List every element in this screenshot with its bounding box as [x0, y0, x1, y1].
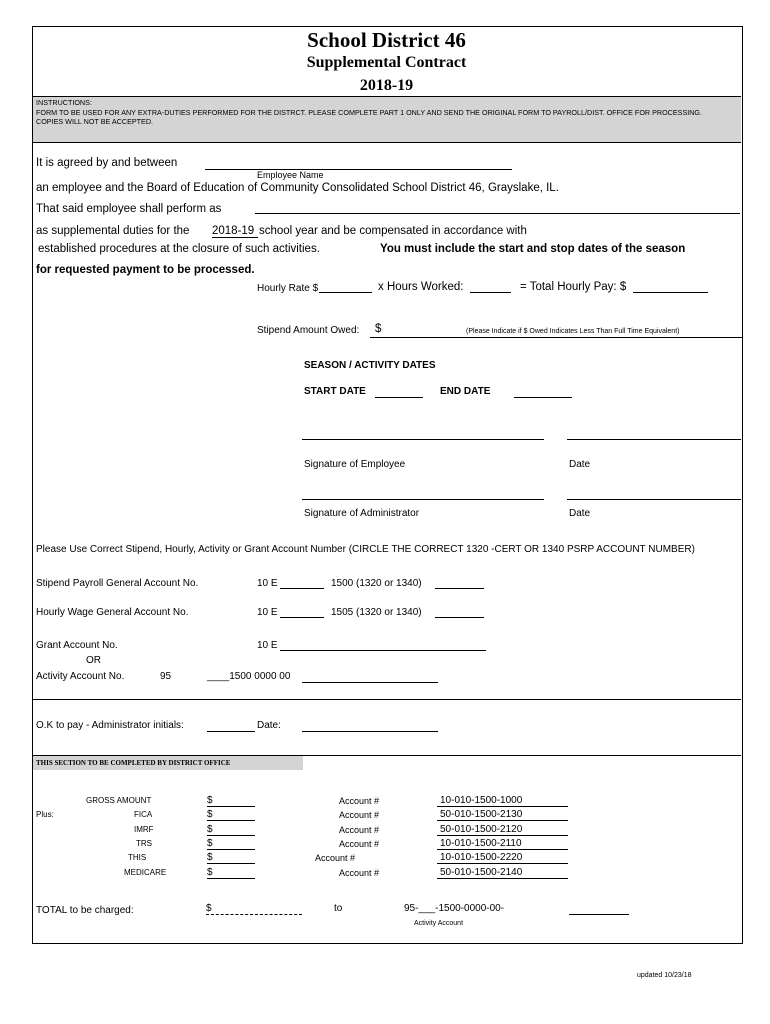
district-row-amount-field[interactable]: [207, 820, 255, 821]
stipend-account-field-2[interactable]: [435, 588, 484, 589]
district-row-account-line: [437, 820, 568, 821]
grant-account-label: Grant Account No.: [36, 640, 118, 651]
activity-account-field[interactable]: [302, 682, 438, 683]
total-amount-field[interactable]: [206, 914, 302, 915]
district-row-label: THIS: [128, 853, 147, 863]
total-dollar: $: [206, 903, 212, 914]
start-date-field[interactable]: [375, 397, 423, 398]
agreed-text: It is agreed by and between: [36, 157, 178, 169]
or-text: OR: [86, 655, 101, 666]
established-text: established procedures at the closure of such activities.: [38, 243, 320, 255]
stipend-field[interactable]: [370, 337, 742, 338]
hours-worked-label: x Hours Worked:: [378, 281, 464, 293]
end-date-field[interactable]: [514, 397, 572, 398]
employee-signature-field[interactable]: [302, 439, 544, 440]
district-row-amount-field[interactable]: [207, 806, 255, 807]
district-row-account-label: Account #: [339, 824, 380, 835]
stipend-account-label: Stipend Payroll General Account No.: [36, 578, 199, 589]
district-row-amount-field[interactable]: [207, 878, 255, 879]
total-hourly-label: = Total Hourly Pay: $: [520, 281, 627, 293]
instructions-label: INSTRUCTIONS:: [36, 98, 92, 107]
total-account-field[interactable]: [569, 914, 629, 915]
district-row-amount-field[interactable]: [207, 863, 255, 864]
account-note: Please Use Correct Stipend, Hourly, Activity or Grant Account Number (CIRCLE THE CORRECT 1320 -CERT OR 1340 PSRP ACCOUNT NUMBER): [36, 544, 695, 555]
ok-date-label: Date:: [257, 720, 281, 731]
school-year-text: school year and be compensated in accordance with: [259, 225, 527, 237]
form-year: 2018-19: [359, 77, 414, 94]
district-row-label: IMRF: [134, 824, 154, 834]
district-row-account: 10-010-1500-2220: [440, 852, 523, 864]
total-account: 95-___-1500-0000-00-: [404, 903, 505, 914]
form-subtitle: Supplemental Contract: [306, 54, 467, 71]
stipend-account-code: 1500 (1320 or 1340): [331, 578, 422, 589]
hourly-account-field-1[interactable]: [280, 617, 324, 618]
total-hourly-field[interactable]: [633, 292, 708, 293]
district-row-account-line: [437, 863, 568, 864]
stipend-note: (Please Indicate if $ Owed Indicates Less Than Full Time Equivalent): [466, 328, 680, 335]
hourly-10e: 10 E: [257, 607, 278, 618]
total-label: TOTAL to be charged:: [36, 905, 134, 916]
activity-account-caption: Activity Account: [414, 920, 464, 927]
district-row-account: 50-010-1500-2120: [440, 823, 523, 835]
employee-name-field[interactable]: [205, 169, 512, 170]
district-row-account: 10-010-1500-2110: [440, 837, 522, 849]
district-row-dollar: $: [207, 823, 213, 835]
for-requested-text: for requested payment to be processed.: [36, 264, 255, 276]
school-year-field[interactable]: 2018-19: [212, 225, 258, 238]
district-banner: THIS SECTION TO BE COMPLETED BY DISTRICT OFFICE: [33, 756, 303, 770]
supplemental-text: as supplemental duties for the: [36, 225, 190, 237]
admin-signature-label: Signature of Administrator: [304, 508, 420, 519]
form-header: [32, 26, 741, 96]
updated-date: updated 10/23/18: [637, 972, 692, 979]
instructions-line2: COPIES WILL NOT BE ACCEPTED.: [36, 117, 154, 126]
district-row-dollar: $: [207, 795, 213, 806]
district-row-label: MEDICARE: [124, 867, 167, 877]
hourly-account-field-2[interactable]: [435, 617, 484, 618]
employee-signature-label: Signature of Employee: [304, 459, 406, 470]
hourly-rate-field[interactable]: [319, 292, 372, 293]
total-to: to: [334, 903, 343, 914]
district-row-dollar: $: [207, 837, 213, 849]
district-row-account: 50-010-1500-2130: [440, 809, 523, 821]
district-row-dollar: $: [207, 852, 213, 864]
district-row-amount-field[interactable]: [207, 849, 255, 850]
admin-initials-field[interactable]: [207, 731, 255, 732]
instructions-line1: FORM TO BE USED FOR ANY EXTRA-DUTIES PERFORMED FOR THE DISTRCT. PLEASE COMPLETE PART 1 ONLY AND SEND THE ORIGINAL FORM TO PAYROLL/DIST. OFFICE FOR PROCESSING.: [36, 107, 703, 117]
grant-account-field[interactable]: [280, 650, 486, 651]
employee-name-label: Employee Name: [257, 170, 324, 180]
stipend-dollar: $: [375, 323, 382, 335]
district-row-account: 10-010-1500-1000: [440, 795, 523, 806]
district-row-account-label: Account #: [315, 853, 356, 864]
district-row-account-line: [437, 835, 568, 836]
hourly-account-code: 1505 (1320 or 1340): [331, 607, 422, 618]
hourly-rate-label: Hourly Rate $: [257, 283, 319, 294]
section-divider: [33, 699, 741, 700]
form-title: School District 46: [307, 28, 466, 52]
must-include-text: You must include the start and stop dates of the season: [380, 243, 686, 255]
ok-to-pay-label: O.K to pay - Administrator initials:: [36, 720, 184, 731]
employee-date-field[interactable]: [567, 439, 741, 440]
district-row-account-line: [437, 849, 568, 850]
employee-date-label: Date: [569, 459, 591, 470]
hours-worked-field[interactable]: [470, 292, 511, 293]
admin-signature-field[interactable]: [302, 499, 544, 500]
grant-10e: 10 E: [257, 640, 278, 651]
admin-date-label: Date: [569, 508, 591, 519]
hourly-account-label: Hourly Wage General Account No.: [36, 607, 189, 618]
admin-date-field[interactable]: [567, 499, 741, 500]
ok-date-field[interactable]: [302, 731, 438, 732]
district-row-dollar: $: [207, 866, 213, 878]
stipend-10e: 10 E: [257, 578, 278, 589]
plus-label: Plus:: [36, 810, 54, 819]
stipend-label: Stipend Amount Owed:: [257, 325, 360, 336]
end-date-label: END DATE: [440, 386, 491, 397]
district-row-account-label: Account #: [339, 796, 380, 806]
district-row-label: FICA: [134, 810, 153, 820]
district-row-account-label: Account #: [339, 838, 380, 849]
district-row-account-label: Account #: [339, 867, 380, 878]
activity-account-label: Activity Account No.: [36, 671, 125, 682]
district-row-account-line: [437, 806, 568, 807]
stipend-account-field-1[interactable]: [280, 588, 324, 589]
duty-field[interactable]: [255, 213, 740, 214]
instructions-box: [33, 96, 741, 143]
district-row-amount-field[interactable]: [207, 835, 255, 836]
district-row-account-line: [437, 878, 568, 879]
start-date-label: START DATE: [304, 386, 366, 397]
district-row-account: 50-010-1500-2140: [440, 866, 523, 878]
employee-line-text: an employee and the Board of Education of Community Consolidated School District 46, Grayslake, IL.: [36, 182, 559, 194]
district-row-dollar: $: [207, 809, 213, 821]
activity-95: 95: [160, 671, 172, 682]
activity-account-code: ____1500 0000 00: [207, 671, 291, 682]
district-row-account-label: Account #: [339, 810, 380, 821]
perform-text: That said employee shall perform as: [36, 203, 222, 215]
season-heading: SEASON / ACTIVITY DATES: [304, 360, 436, 371]
district-row-label: TRS: [136, 838, 152, 848]
district-row-label: GROSS AMOUNT: [86, 796, 152, 805]
